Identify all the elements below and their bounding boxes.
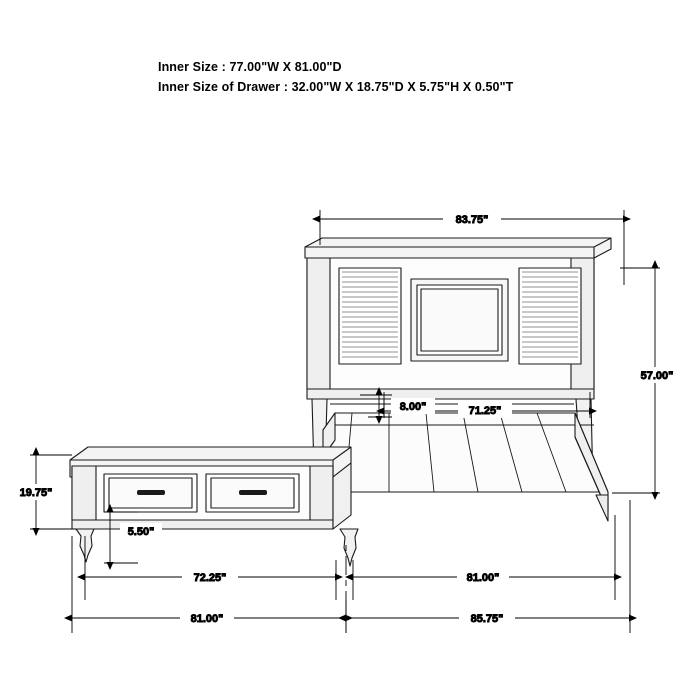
spec-inner-size: Inner Size : 77.00"W X 81.00"D: [158, 60, 342, 74]
dim-label-overall-length: 85.75": [470, 613, 504, 625]
spec-inner-size-drawer: Inner Size of Drawer : 32.00"W X 18.75"D X 5.75"H X 0.50"T: [158, 80, 514, 94]
dim-label-rail-height: 8.00": [399, 401, 427, 413]
dim-side-length: [353, 515, 615, 600]
dim-label-headboard-width: 83.75": [455, 214, 489, 226]
drawer-pull-right: [239, 490, 267, 495]
dim-label-footboard-height: 19.75": [19, 487, 53, 499]
dim-label-drawer-clearance: 5.50": [127, 526, 155, 538]
dim-footboard-height: [12, 455, 76, 529]
dim-label-overall-width: 81.00": [190, 613, 224, 625]
dim-overall-length: [346, 500, 630, 633]
dim-label-side-length: 81.00": [466, 572, 500, 584]
dim-headboard-height: [612, 268, 679, 493]
dim-label-headboard-height: 57.00": [640, 370, 674, 382]
drawer-pull-left: [137, 490, 165, 495]
dim-label-rail-inner-width: 71.25": [468, 405, 502, 417]
footboard: [70, 447, 358, 566]
leg-front-right: [340, 529, 358, 566]
dim-label-footboard-width: 72.25": [193, 572, 227, 584]
dim-footboard-width: [85, 536, 336, 600]
bed-illustration: [70, 238, 611, 566]
